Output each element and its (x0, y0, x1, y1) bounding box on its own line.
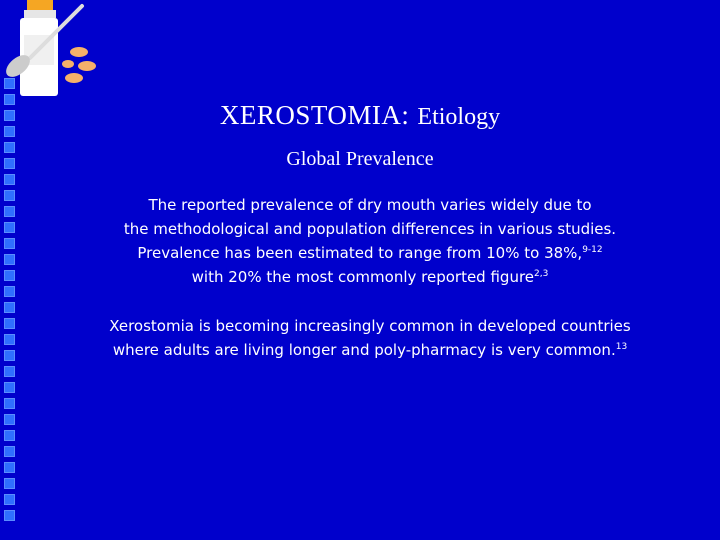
bullet-square (4, 446, 15, 457)
bullet-square (4, 430, 15, 441)
reference-superscript: 9-12 (582, 245, 603, 255)
bullet-square (4, 414, 15, 425)
prevalence-paragraph (80, 193, 660, 289)
reference-superscript: 2,3 (534, 269, 549, 279)
slide-title (0, 100, 720, 131)
bullet-square (4, 478, 15, 489)
paragraph-line-text: where adults are living longer and poly-pharmacy is very common. (112, 341, 616, 359)
paragraph-line-text: Prevalence has been estimated to range from 10% to 38%, (137, 244, 583, 262)
paragraph-line-text: with 20% the most commonly reported figure (191, 268, 535, 286)
bullet-square (4, 78, 15, 89)
slide-subtitle: Global Prevalence (286, 148, 434, 170)
bullet-square (4, 238, 15, 249)
paragraph-line (80, 241, 660, 265)
paragraph-line (80, 265, 660, 289)
bullet-square (4, 350, 15, 361)
bullet-square (4, 222, 15, 233)
bullet-square (4, 382, 15, 393)
paragraph-line: Xerostomia is becoming increasingly common in developed countries (109, 317, 631, 335)
paragraph-line: The reported prevalence of dry mouth varies widely due to (148, 196, 592, 214)
bullet-square (4, 206, 15, 217)
bullet-square (4, 174, 15, 185)
bullet-square (4, 318, 15, 329)
bullet-square (4, 510, 15, 521)
pills-icon (62, 47, 96, 83)
bullet-square (4, 398, 15, 409)
bullet-square (4, 462, 15, 473)
paragraph-line (80, 338, 660, 362)
reference-superscript: 13 (615, 342, 628, 352)
bullet-square (4, 190, 15, 201)
bullet-square (4, 366, 15, 377)
paragraph-line: the methodological and population differences in various studies. (123, 220, 617, 238)
bullet-square (4, 302, 15, 313)
title-sub: Etiology (417, 104, 501, 130)
bullet-square (4, 334, 15, 345)
bullet-square (4, 270, 15, 281)
bullet-square (4, 254, 15, 265)
bullet-square (4, 286, 15, 297)
xerostomia-paragraph (80, 314, 660, 362)
bullet-square (4, 494, 15, 505)
bullet-square-column (4, 78, 18, 526)
title-main: XEROSTOMIA: (219, 100, 410, 130)
